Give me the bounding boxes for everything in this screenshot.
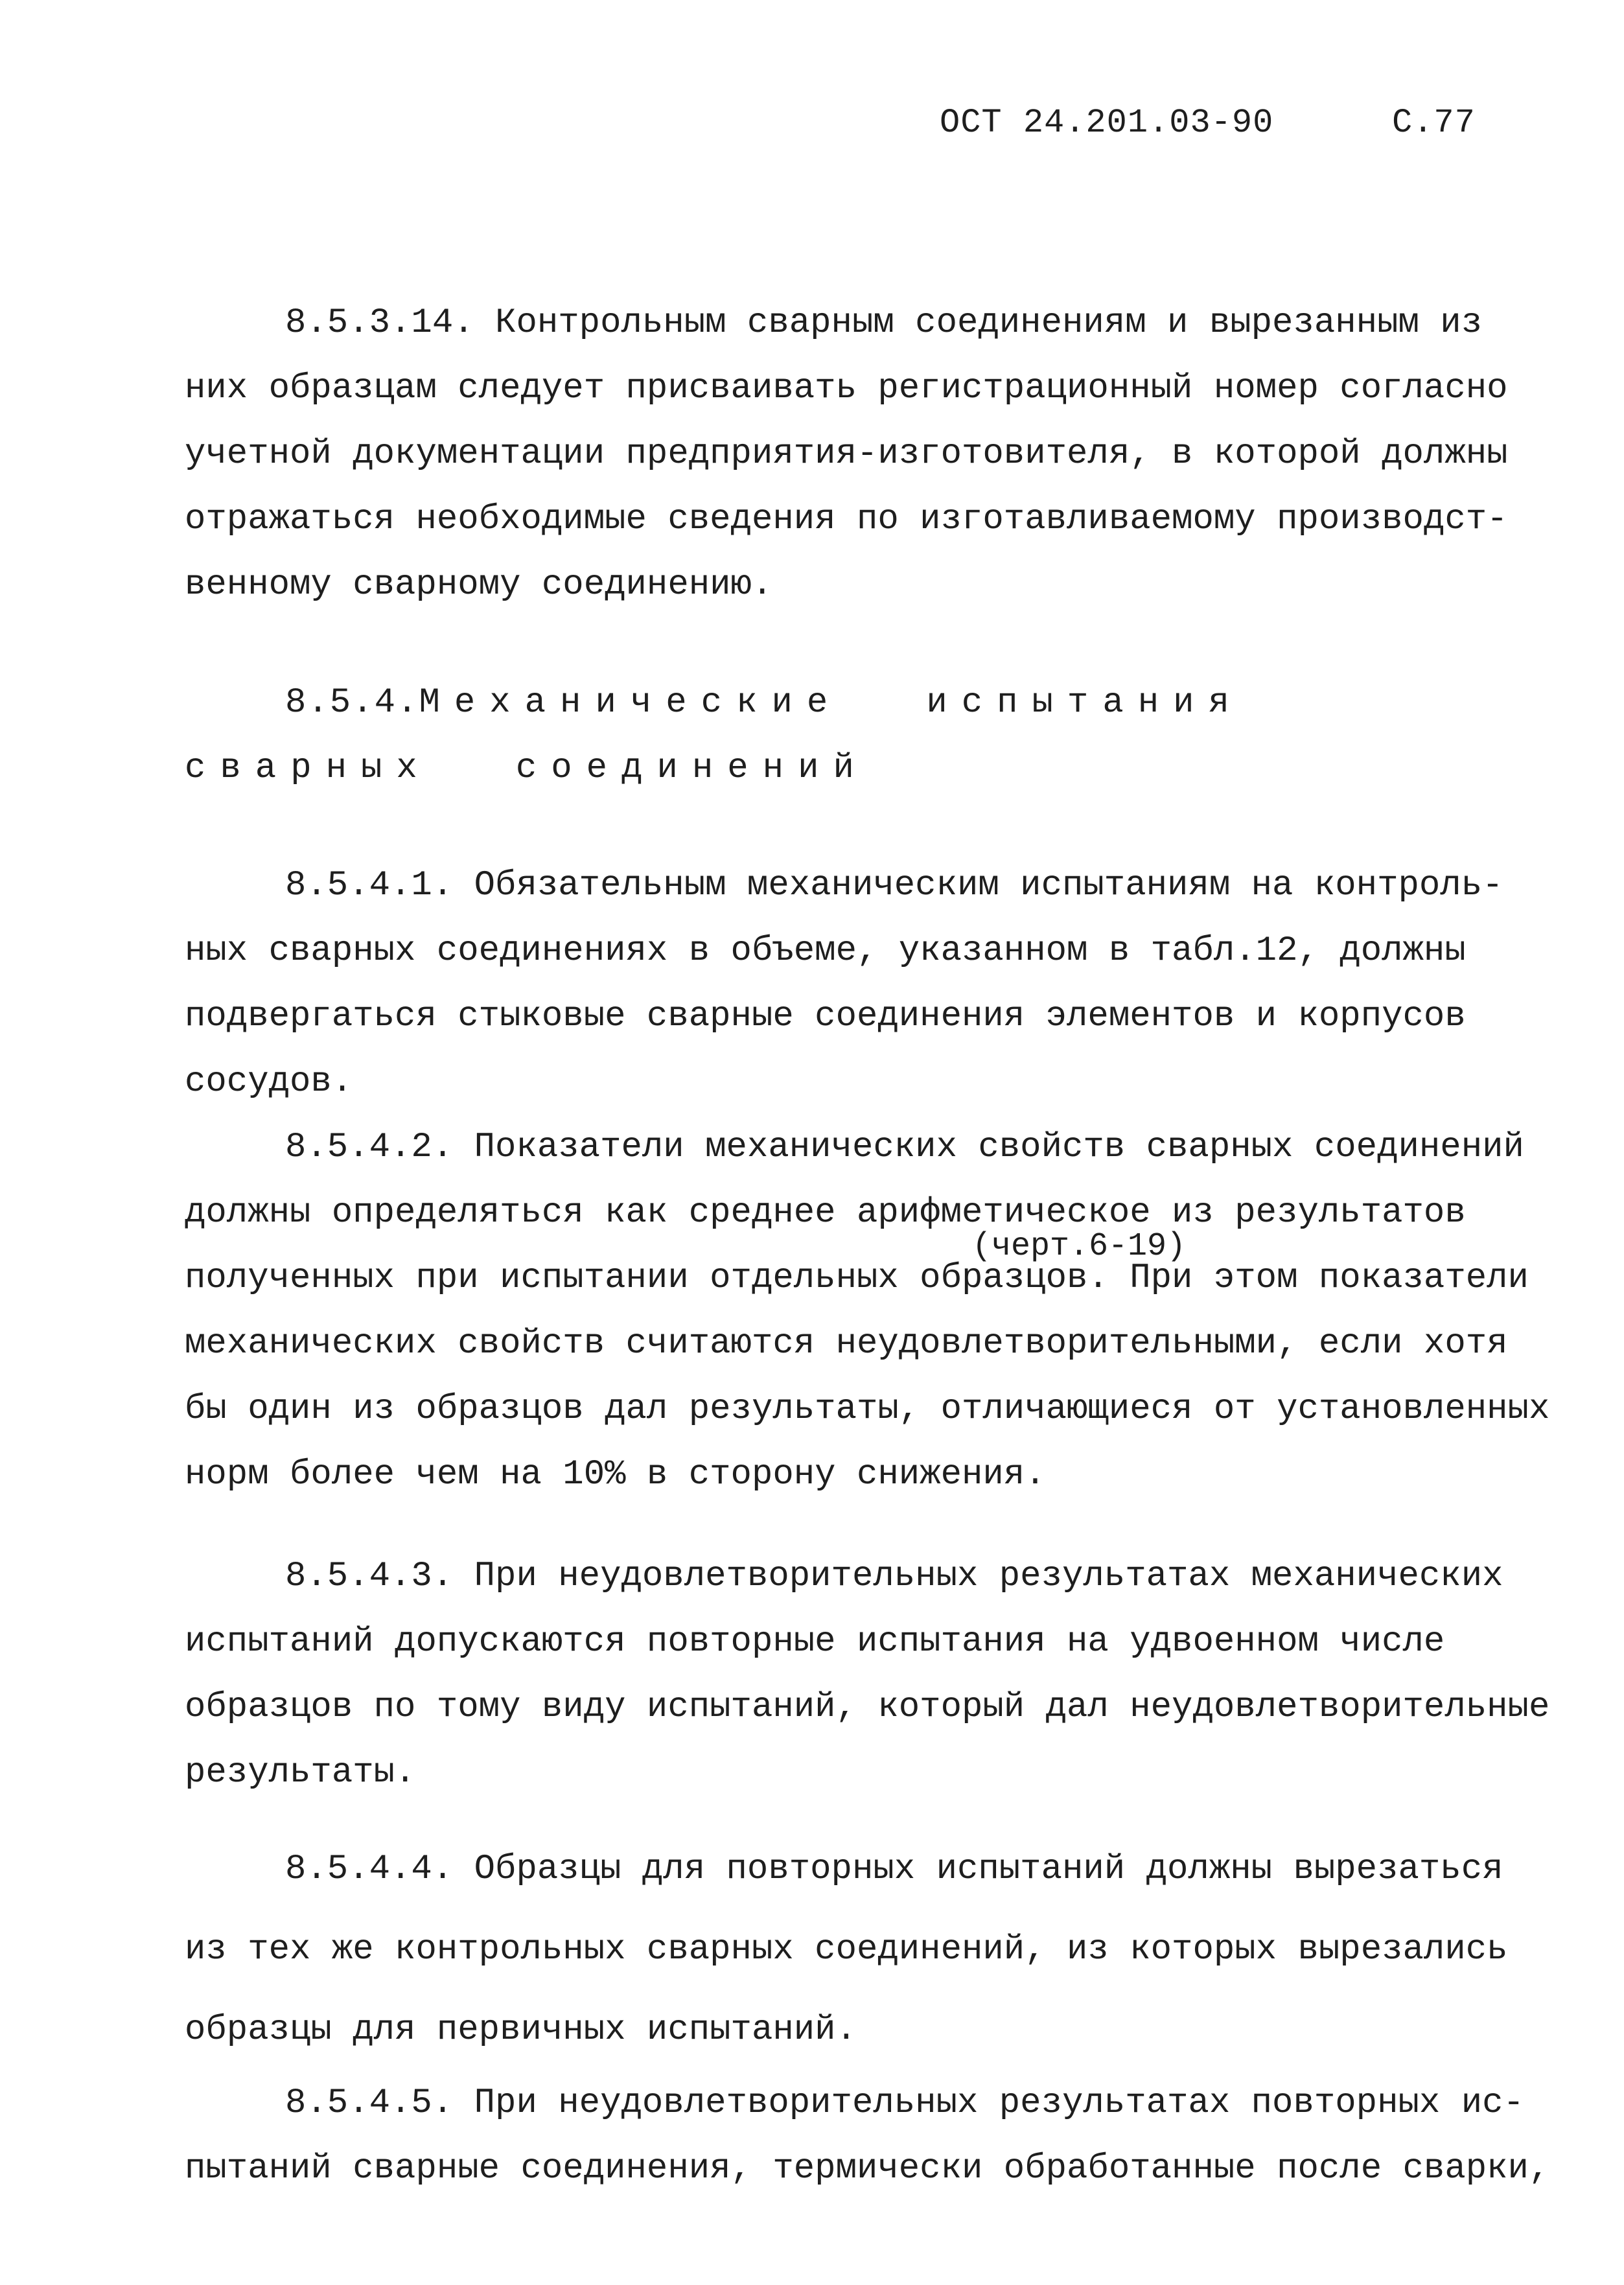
paragraph-line: 8.5.4.3. При неудовлетворительных результатах механических <box>285 1557 1503 1596</box>
paragraph-line: венному сварному соединению. <box>185 565 773 605</box>
paragraph-line: отражаться необходимые сведения по изготавливаемому производст- <box>185 500 1508 539</box>
paragraph-line: ных сварных соединениях в объеме, указанном в табл.12, должны <box>185 931 1466 971</box>
paragraph-line: из тех же контрольных сварных соединений, из которых вырезались <box>185 1930 1508 1969</box>
paragraph-line: результаты. <box>185 1753 416 1792</box>
heading-word: сварных <box>185 748 432 788</box>
paragraph-line: 8.5.3.14. Контрольным сварным соединениям и вырезанным из <box>285 303 1483 343</box>
paragraph-line: пытаний сварные соединения, термически обработанные после сварки, <box>185 2149 1550 2188</box>
paragraph-line: 8.5.4.1. Обязательным механическим испытаниям на контроль- <box>285 866 1503 905</box>
page-number: С.77 <box>1392 104 1476 142</box>
section-heading-continuation <box>185 748 868 788</box>
paragraph-line: учетной документации предприятия-изготовителя, в которой должны <box>185 434 1508 474</box>
heading-word: испытания <box>926 683 1244 723</box>
paragraph-line: них образцам следует присваивать регистрационный номер согласно <box>185 369 1508 408</box>
section-number: 8.5.4. <box>285 683 419 723</box>
handwritten-insert: (черт.6-19) <box>972 1228 1187 1265</box>
paragraph-line: образцы для первичных испытаний. <box>185 2010 857 2050</box>
paragraph-line: сосудов. <box>185 1062 353 1102</box>
paragraph-line: испытаний допускаются повторные испытания на удвоенном числе <box>185 1622 1445 1662</box>
paragraph-line: образцов по тому виду испытаний, который дал неудовлетворительные <box>185 1688 1550 1727</box>
paragraph-line: норм более чем на 10% в сторону снижения. <box>185 1455 1046 1494</box>
paragraph-line: полученных при испытании отдельных образцов. При этом показатели <box>185 1258 1529 1298</box>
paragraph-line: подвергаться стыковые сварные соединения элементов и корпусов <box>185 997 1466 1036</box>
paragraph-line: 8.5.4.5. При неудовлетворительных результатах повторных ис- <box>285 2083 1524 2123</box>
heading-word: соединений <box>515 748 868 788</box>
paragraph-line: 8.5.4.2. Показатели механических свойств сварных соединений <box>285 1128 1524 1167</box>
heading-word: Механические <box>419 683 842 723</box>
section-heading <box>285 683 1244 723</box>
paragraph-line: 8.5.4.4. Образцы для повторных испытаний должны вырезаться <box>285 1850 1503 1889</box>
paragraph-line: механических свойств считаются неудовлетворительными, если хотя <box>185 1324 1508 1363</box>
paragraph-line: должны определяться как среднее арифметическое из результатов <box>185 1193 1466 1233</box>
paragraph-line: бы один из образцов дал результаты, отличающиеся от установленных <box>185 1389 1550 1429</box>
document-number: ОСТ 24.201.03-90 <box>940 104 1274 142</box>
